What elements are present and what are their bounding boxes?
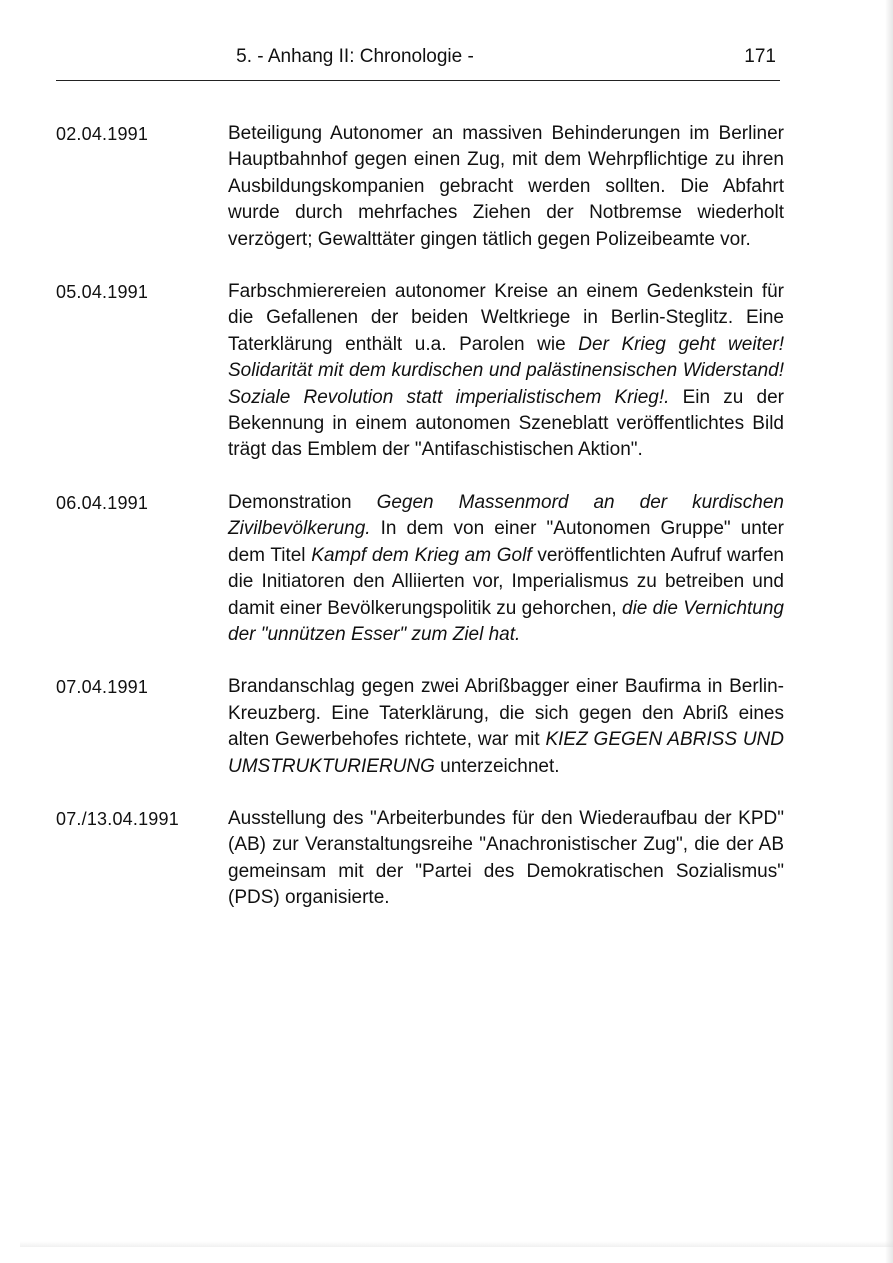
text-segment: Ein zu der Bekennung in einem autonomen Szeneblatt veröffentlichtes Bild trägt das Emblem der "Antifaschistischen Aktion". <box>228 386 784 461</box>
entry-date: 07.04.1991 <box>56 677 149 698</box>
text-segment: unterzeichnet. <box>434 755 560 777</box>
text-segment: Demonstration <box>228 491 377 513</box>
entry-text <box>228 674 784 780</box>
italic-quote: Gegen Massenmord an der kurdischen Zivilbevölkerung. <box>228 491 784 540</box>
text-segment: In dem von einer "Autonomen Gruppe" unter dem Titel <box>228 518 784 566</box>
entry-text <box>228 490 784 648</box>
entry-date: 02.04.1991 <box>56 124 149 144</box>
page-number: 171 <box>744 46 776 67</box>
chapter-title: 5. - Anhang II: Chronologie - <box>236 46 474 67</box>
chronology-entry <box>56 121 784 253</box>
italic-quote: die die Vernichtung der "unnützen Esser" zum Ziel hat. <box>228 597 784 645</box>
text-segment: Beteiligung Autonomer an massiven Behinderungen im Berliner Hauptbahnhof gegen einen Zug, mit dem Wehrpflichtige zu ihren Ausbildungskompanien gebracht werden sollten. Die Abfahrt wurde durch mehrfaches Ziehen der Notbremse wiederholt verzögert; Gewalttäter gingen tätlich gegen Polizeibeamte vor. <box>228 123 784 250</box>
text-segment: Brandanschlag gegen zwei Abrißbagger einer Baufirma in Berlin-Kreuzberg. Eine Taterklärung, die sich gegen den Abriß eines alten Gewerbehofes richtete, war mit <box>228 676 784 751</box>
italic-quote: Der Krieg geht weiter! Solidarität mit dem kurdischen und palästinensischen Widerstand! Soziale Revolution statt imperialistischem Krieg!. <box>228 333 785 408</box>
entry-date: 05.04.1991 <box>56 282 149 303</box>
text-segment: Farbschmierereien autonomer Kreise an einem Gedenkstein für die Gefallenen der beiden Weltkriege in Berlin-Steglitz. Eine Taterklärung enthält u.a. Parolen wie <box>228 281 784 355</box>
italic-quote: KIEZ GEGEN ABRISS UND UMSTRUKTURIERUNG <box>228 729 784 777</box>
chronology-entry <box>56 674 784 780</box>
entry-text <box>228 806 784 912</box>
italic-quote: Kampf dem Krieg am Golf <box>311 544 532 566</box>
chronology-entry <box>56 806 784 912</box>
text-segment: veröffentlichten Aufruf warfen die Initiatoren den Alliierten vor, Imperialismus zu betreiben und damit einer Bevölkerungspolitik zu gehorchen, <box>228 544 784 619</box>
entry-date: 06.04.1991 <box>56 492 149 513</box>
scan-edge-shadow <box>885 0 893 1263</box>
chronology-list <box>56 121 784 912</box>
page-header <box>56 44 780 84</box>
entry-text <box>228 121 784 253</box>
chronology-entry <box>56 279 784 464</box>
scan-bottom-shadow <box>20 1241 893 1247</box>
entry-text <box>228 279 784 464</box>
chronology-entry <box>56 490 784 648</box>
header-divider <box>56 80 780 81</box>
text-segment: Ausstellung des "Arbeiterbundes für den Wiederaufbau der KPD" (AB) zur Veranstaltungsreihe "Anachronistischer Zug", die der AB gemeinsam mit der "Partei des Demokratischen Sozialismus" (PDS) organisierte. <box>228 807 784 909</box>
entry-date: 07./13.04.1991 <box>56 808 179 829</box>
